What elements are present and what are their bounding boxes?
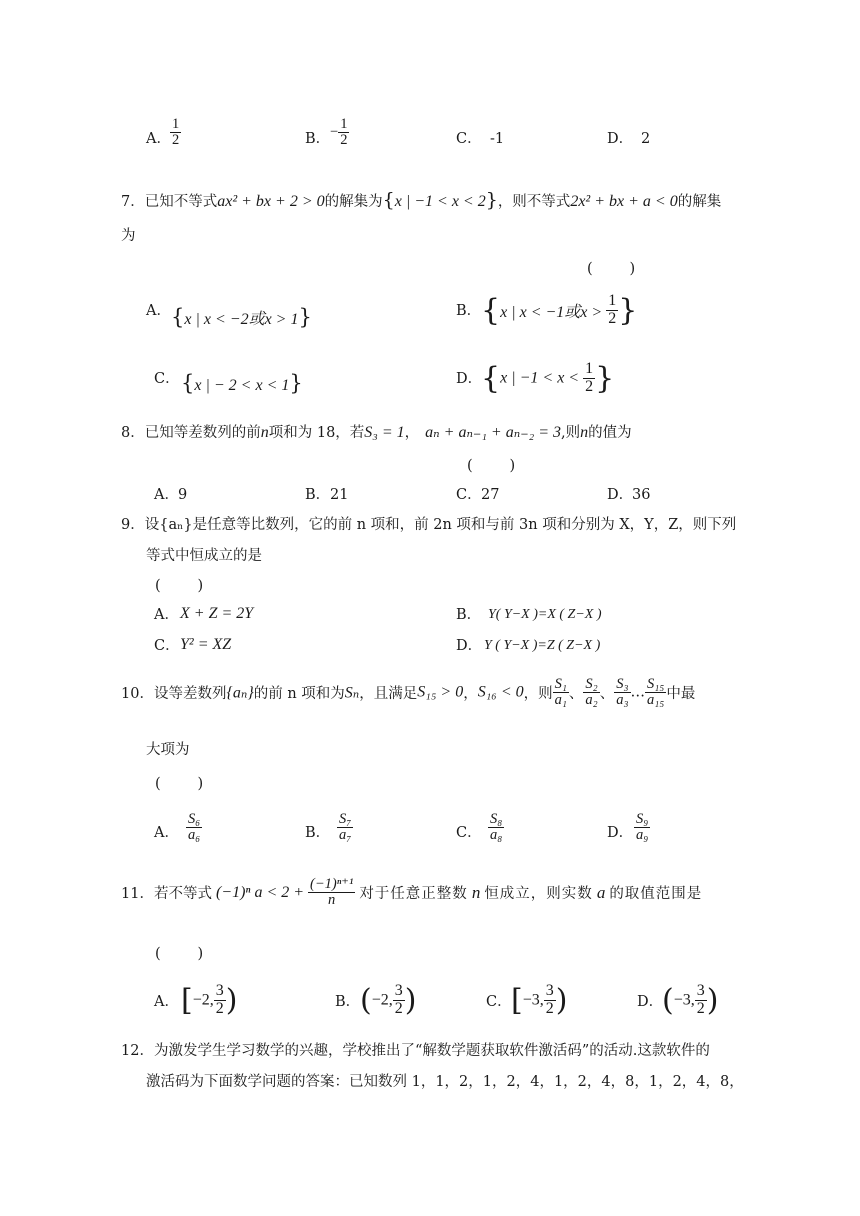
q10-mid1: 的前 n 项和为 (253, 686, 345, 703)
q7-option-a: {x | x < −2或x > 1} (171, 305, 312, 329)
q7-stem: 7．已知不等式ax² + bx + 2 > 0的解集为{x | −1 < x < 2}，则不等式2x² + bx + a < 0的解集 (121, 189, 722, 211)
q11-answer-paren: ( ) (155, 946, 204, 962)
q11-prefix: 11．若不等式 (121, 886, 212, 903)
fraction-numerator: 1 (340, 116, 348, 132)
q8-mid2: ,则 (561, 425, 581, 441)
fraction-denominator: a₂ (585, 692, 598, 709)
q10-ratio-3 (614, 677, 630, 708)
q8-option-d-value: 36 (632, 487, 651, 503)
q9-option-b-letter: B． (456, 607, 482, 623)
interval-left: −2, (371, 991, 393, 1009)
q6-option-b-value (330, 117, 349, 148)
q9-option-c-letter: C． (154, 638, 180, 654)
bracket-open: [ (511, 983, 523, 1018)
minus-sign: − (330, 124, 339, 141)
fraction-numerator: (−1)ⁿ⁺¹ (310, 876, 354, 892)
q10-ratio-1 (553, 677, 569, 708)
q8-prefix: 8．已知等差数列的前 (121, 425, 261, 441)
q10-option-b-letter: B． (305, 825, 331, 841)
q11-option-a-value (181, 983, 237, 1018)
fraction-denominator: 2 (696, 1000, 705, 1017)
q7-option-d: {x | −1 < x < $\frac{1}{2}$ } (481, 360, 615, 396)
fraction-denominator: 2 (340, 132, 348, 149)
q11-tail: 的取值范围是 (609, 886, 703, 903)
fraction-numerator: 1 (585, 360, 594, 378)
q9-option-d-value: Y ( Y−X )=Z ( Z−X ) (484, 638, 601, 653)
fraction-numerator: S₈ (490, 811, 503, 827)
q10-separator: ， (463, 686, 478, 703)
q12-line-2: 激活码为下面数学问题的答案：已知数列 1，1，2，1，2，4，1，2，4，8，1，2，4，8， (146, 1074, 744, 1090)
fraction-numerator: 1 (172, 116, 180, 132)
fraction-numerator: S₁₅ (647, 676, 665, 692)
q10-mid3: ，则 (523, 686, 553, 703)
fraction-numerator: S₂ (585, 676, 598, 692)
q8-option-d-letter: D． (607, 487, 634, 503)
q11-option-a-letter: A． (154, 994, 179, 1010)
bracket-close: ) (404, 983, 417, 1018)
q7-end: 的解集 (677, 194, 722, 210)
interval-left: −3, (673, 991, 695, 1009)
q9-line-2: 等式中恒成立的是 (146, 548, 262, 564)
q10-option-c-value (488, 812, 504, 843)
q7-answer-paren: ( ) (587, 261, 636, 277)
q9-option-b-value: Y( Y−X )=X ( Z−X ) (488, 607, 602, 622)
fraction-denominator: 2 (585, 378, 594, 395)
q7-option-a-body: x | x < −2或x > 1 (184, 311, 299, 328)
q7-suffix: ，则不等式 (497, 194, 571, 210)
q7-option-c-body: x | − 2 < x < 1 (194, 377, 290, 394)
q10-sn: Sₙ (344, 684, 360, 702)
fraction-numerator: 3 (394, 982, 403, 1000)
fraction-denominator: a₆ (188, 827, 201, 844)
q10-condition-2: S₁₆ < 0 (477, 683, 524, 701)
q10-option-d-letter: D． (607, 825, 634, 841)
q7-option-b-letter: B． (456, 303, 482, 319)
q10-mid2: ，且满足 (359, 686, 418, 703)
q7-option-c-letter: C． (154, 371, 180, 387)
fraction-denominator: a₁ (554, 692, 567, 709)
q8-comma: ， (404, 425, 420, 441)
q6-option-d-letter: D． (607, 131, 634, 147)
q8-stem (121, 425, 632, 441)
q11-fraction (308, 877, 355, 908)
q8-option-b-value: 21 (330, 487, 349, 503)
q8-mid3: 的值为 (588, 425, 632, 441)
q7-wrap: 为 (121, 228, 136, 244)
q7-option-d-body: x | −1 < x < (500, 369, 584, 387)
fraction-numerator: S₉ (636, 811, 649, 827)
q7-option-c: {x | − 2 < x < 1} (181, 371, 303, 395)
bracket-close: ) (706, 983, 719, 1018)
fraction-numerator: S₃ (616, 676, 629, 692)
q7-option-b-body: x | x < −1或x > (500, 304, 607, 321)
q10-option-c-letter: C． (456, 825, 482, 841)
q8-option-a-letter: A． (154, 487, 179, 503)
q9-option-a-value: X + Z = 2Y (180, 605, 254, 622)
fraction-numerator: 3 (545, 982, 554, 1000)
q10-ratio-15 (645, 677, 666, 708)
q7-option-a-letter: A． (146, 303, 171, 319)
fraction-denominator: 2 (394, 1000, 403, 1017)
q8-option-b-letter: B． (305, 487, 331, 503)
bracket-close: ) (555, 983, 568, 1018)
q8-n-2: n (580, 424, 589, 441)
fraction-denominator: 2 (608, 310, 617, 327)
bracket-open: [ (181, 983, 193, 1018)
fraction-denominator: 2 (172, 132, 180, 149)
fraction-denominator: 2 (545, 1000, 554, 1017)
fraction-denominator: a₃ (616, 692, 629, 709)
fraction-numerator: S₇ (339, 811, 352, 827)
q11-mid2: 恒成立，则实数 (484, 886, 593, 903)
q10-prefix: 10．设等差数列 (121, 686, 227, 703)
q10-option-a-value (186, 812, 202, 843)
fraction-numerator: 3 (696, 982, 705, 1000)
q8-condition-1: S₃ = 1 (364, 424, 405, 441)
q7-middle: 的解集为 (324, 194, 383, 210)
q10-condition-1: S₁₅ > 0 (417, 683, 464, 701)
q10-option-a-letter: A． (154, 825, 179, 841)
fraction-numerator: 1 (608, 292, 617, 310)
q11-option-c-value (511, 983, 567, 1018)
q11-inequality-left: (−1)ⁿ a < 2 + (215, 883, 305, 901)
q8-n: n (260, 424, 269, 441)
bracket-close: ) (225, 983, 238, 1018)
fraction-numerator: S₁ (554, 676, 567, 692)
q8-answer-paren: ( ) (467, 458, 516, 474)
fraction-numerator: S₆ (188, 811, 201, 827)
q9-option-a-letter: A． (154, 607, 179, 623)
q9-option-d-letter: D． (456, 638, 483, 654)
q11-option-c-letter: C． (486, 994, 512, 1010)
q9-line-1: 9．设{aₙ}是任意等比数列，它的前 n 项和，前 2n 项和与前 3n 项和分别为 X，Y，Z，则下列 (121, 517, 737, 533)
fraction-denominator: a₁₅ (647, 692, 665, 709)
q11-a: a (596, 882, 606, 902)
q10-sequence: {aₙ} (226, 684, 254, 702)
q6-option-c-letter: C． (456, 131, 482, 147)
q11-option-d-value (662, 983, 718, 1018)
q11-mid: 对于任意正整数 (359, 886, 468, 903)
q7-option-b: {x | x < −1或x > $\frac{1}{2}$ } (481, 292, 638, 328)
q10-tail: 中最 (666, 686, 696, 703)
q6-option-d-value: 2 (641, 131, 651, 147)
fraction-denominator: n (328, 892, 336, 909)
q6-option-a-letter: A． (146, 131, 171, 147)
q8-mid1: 项和为 18，若 (268, 425, 365, 441)
q11-n: n (471, 882, 481, 902)
q10-line-2: 大项为 (146, 742, 190, 758)
q8-option-c-letter: C． (456, 487, 482, 503)
q12-line-1: 12．为激发学生学习数学的兴趣，学校推出了“解数学题获取软件激活码”的活动.这款软件的 (121, 1043, 710, 1059)
fraction-denominator: a₈ (490, 827, 503, 844)
q7-option-d-letter: D． (456, 371, 483, 387)
q11-option-d-letter: D． (637, 994, 664, 1010)
q7-inequality-2: 2x² + bx + a < 0 (570, 193, 678, 210)
q11-stem (121, 877, 702, 908)
bracket-open: ( (360, 983, 372, 1018)
q8-option-a-value: 9 (178, 487, 188, 503)
q11-option-b-value (360, 983, 416, 1018)
q10-stem: 10．设等差数列{aₙ}的前 n 项和为Sₙ，且满足S₁₅ > 0，S₁₆ < 0，则 $\frac{\text{S₁}}{\text{a₁}}$ 、 $\frac{\text{S₂}}{\text{a₂}}$ 、 $\frac{\text{S₃}}{\text{a₃}}$ … $\frac{\text{S₁₅}}{\text{a₁₅}}$ 中最 (121, 676, 696, 709)
bracket-open: ( (662, 983, 674, 1018)
q7-inequality-1: ax² + bx + 2 > 0 (217, 193, 325, 210)
q10-answer-paren: ( ) (155, 776, 204, 792)
q9-answer-paren: ( ) (155, 578, 204, 594)
interval-left: −3, (522, 991, 544, 1009)
fraction-denominator: a₉ (636, 827, 649, 844)
q10-ratio-2 (583, 677, 599, 708)
q8-condition-2: aₙ + aₙ₋₁ + aₙ₋₂ = 3 (425, 424, 562, 441)
q7-set-1: x | −1 < x < 2 (394, 193, 486, 210)
q10-option-d-value (634, 812, 650, 843)
q11-option-b-letter: B． (335, 994, 361, 1010)
q9-option-c-value: Y² = XZ (180, 636, 232, 653)
q10-option-b-value (337, 812, 353, 843)
q6-option-a-value (170, 117, 181, 148)
q6-option-b-letter: B． (305, 131, 331, 147)
q8-option-c-value: 27 (481, 487, 500, 503)
q6-option-c-value: -1 (490, 131, 505, 147)
q7-prefix: 7．已知不等式 (121, 194, 218, 210)
fraction-denominator: 2 (215, 1000, 224, 1017)
fraction-numerator: 3 (215, 982, 224, 1000)
interval-left: −2, (192, 991, 214, 1009)
fraction-denominator: a₇ (339, 827, 352, 844)
